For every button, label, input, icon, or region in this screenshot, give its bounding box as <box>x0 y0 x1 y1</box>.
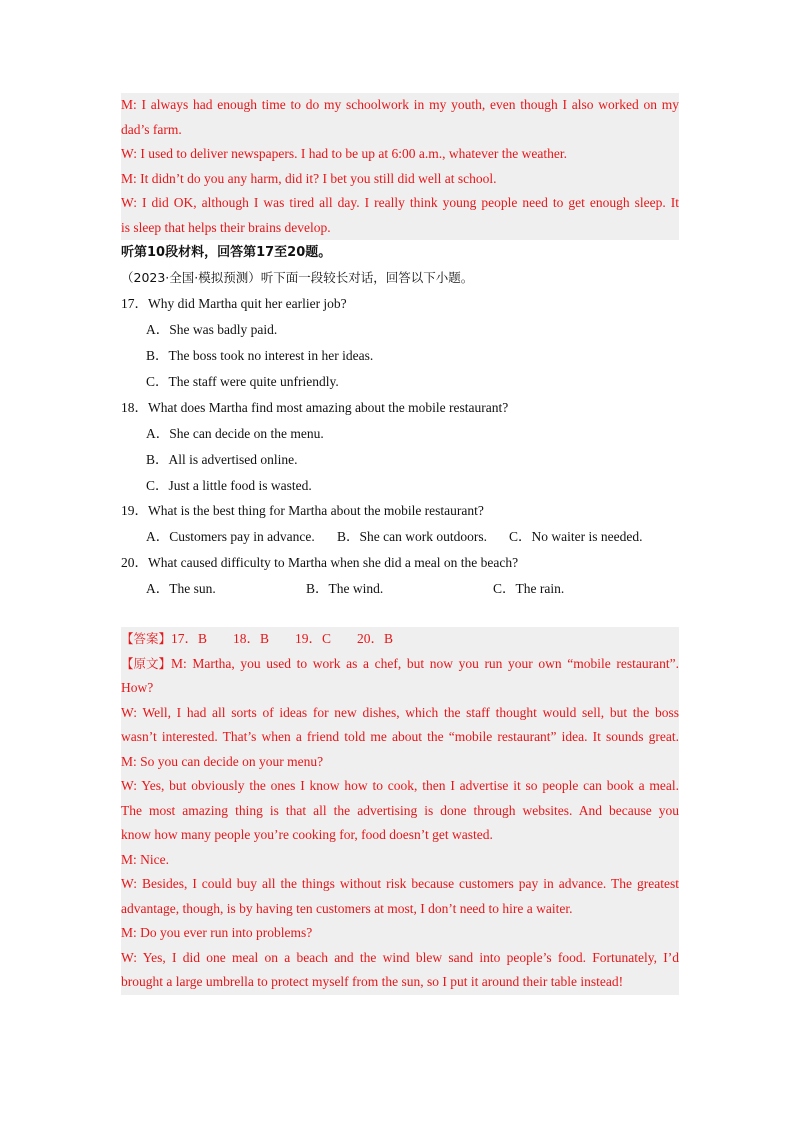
question-17-option-c: C．The staff were quite unfriendly. <box>146 374 339 389</box>
transcript-label: 【原文】 <box>121 655 172 671</box>
transcript-line: M: Do you ever run into problems? <box>121 925 313 940</box>
transcript-line: know how many people you’re cooking for, food doesn’t get wasted. <box>121 827 493 842</box>
transcript-first-line <box>121 652 679 677</box>
question-19: 19．What is the best thing for Martha about the mobile restaurant? <box>121 503 484 518</box>
transcript-line: M: So you can decide on your menu? <box>121 753 324 769</box>
question-20: 20．What caused difficulty to Martha when she did a meal on the beach? <box>121 555 519 570</box>
question-17: 17．Why did Martha quit her earlier job? <box>121 296 347 311</box>
question-19-option-b: B．She can work outdoors. <box>337 529 487 544</box>
transcript-line: M: Nice. <box>121 851 169 867</box>
answer-item: 19．C <box>295 631 332 646</box>
transcript-line: W: I used to deliver newspapers. I had to be up at 6:00 a.m., whatever the weather. <box>121 146 567 161</box>
question-18-option-b: B．All is advertised online. <box>146 452 298 467</box>
transcript-line: is sleep that helps their brains develop. <box>121 219 331 235</box>
transcript-line: dad’s farm. <box>121 121 182 137</box>
question-18-option-c: C．Just a little food is wasted. <box>146 478 312 493</box>
transcript-line: How? <box>121 680 154 695</box>
answer-item: 17．B <box>171 631 208 646</box>
question-20-option-a: A．The sun. <box>146 581 216 596</box>
transcript-line: advantage, though, is by having ten customers at most, I don’t need to hire a waiter. <box>121 900 573 916</box>
answer-transcript-block <box>121 627 679 995</box>
transcript-line: W: Besides, I could buy all the things without risk because customers pay in advance. The greatest <box>121 876 679 891</box>
question-18: 18．What does Martha find most amazing about the mobile restaurant? <box>121 400 509 415</box>
transcript-line: W: Yes, I did one meal on a beach and the wind blew sand into people’s food. Fortunately, I’d <box>121 949 679 965</box>
question-20-option-b: B．The wind. <box>306 581 384 596</box>
transcript-line: wasn’t interested. That’s when a friend told me about the “mobile restaurant” idea. It sounds great. <box>121 729 679 744</box>
answer-line <box>121 627 679 652</box>
question-17-option-b: B．The boss took no interest in her ideas. <box>146 348 374 363</box>
transcript-line: M: Martha, you used to work as a chef, but now you run your own “mobile restaurant”. <box>171 655 679 671</box>
previous-transcript-block <box>121 93 679 240</box>
transcript-line: M: It didn’t do you any harm, did it? I bet you still did well at school. <box>121 170 497 186</box>
answer-item: 20．B <box>357 631 394 646</box>
question-17-option-a: A．She was badly paid. <box>146 322 278 337</box>
transcript-line: The most amazing thing is that all the advertising is done through websites. And because you <box>121 802 679 818</box>
transcript-line: brought a large umbrella to protect myself from the sun, so I put it around their table instead! <box>121 974 624 989</box>
transcript-line: M: I always had enough time to do my schoolwork in my youth, even though I also worked on my <box>121 97 679 112</box>
source-note: （2023·全国·模拟预测）听下面一段较长对话，回答以下小题。 <box>121 270 474 285</box>
question-19-option-a: A．Customers pay in advance. <box>146 529 315 544</box>
transcript-line: W: I did OK, although I was tired all day. I really think young people need to get enough sleep. It <box>121 195 679 210</box>
transcript-line: W: Well, I had all sorts of ideas for new dishes, which the staff thought would sell, but the boss <box>121 704 679 720</box>
section-heading: 听第10段材料，回答第17至20题。 <box>121 245 332 260</box>
answer-label: 【答案】 <box>121 631 172 646</box>
question-20-option-c: C．The rain. <box>493 581 565 596</box>
answer-item: 18．B <box>233 631 270 646</box>
transcript-line: W: Yes, but obviously the ones I know how to cook, then I advertise it so people can book a meal. <box>121 778 679 793</box>
question-19-option-c: C．No waiter is needed. <box>509 529 643 544</box>
question-18-option-a: A．She can decide on the menu. <box>146 426 324 441</box>
